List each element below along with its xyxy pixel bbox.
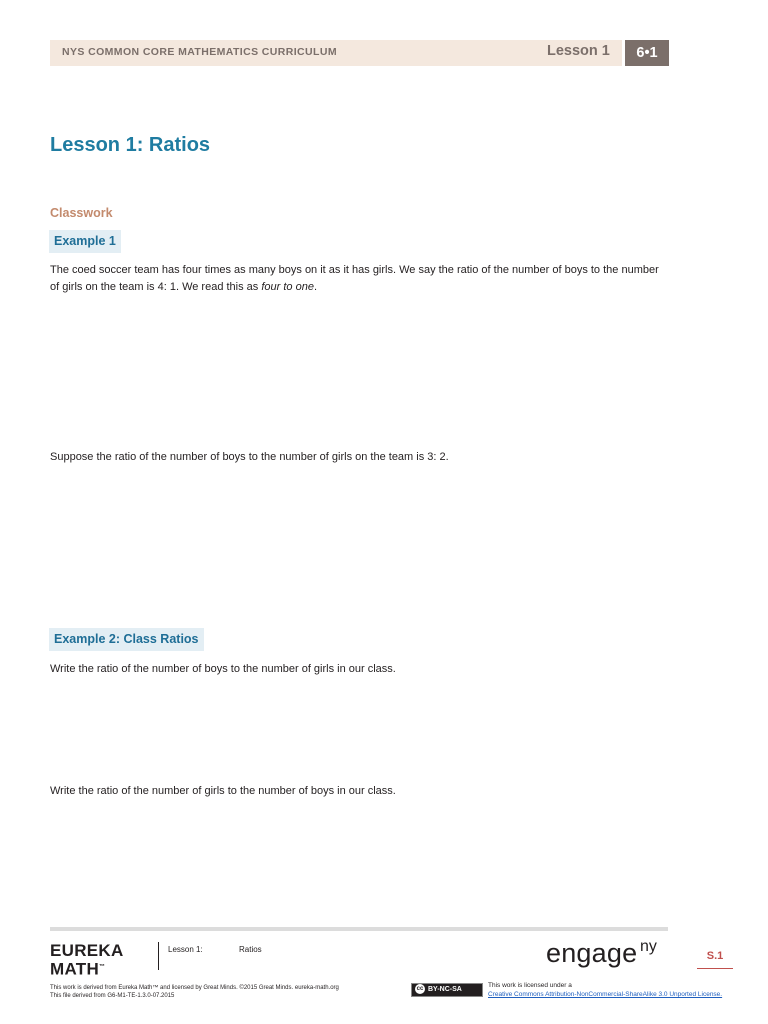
example-1-suppose: Suppose the ratio of the number of boys to the number of girls on the team is 3: 2. bbox=[50, 451, 449, 463]
footer-fine-print-1: This work is derived from Eureka Math™ and licensed by Great Minds. ©2015 Great Minds. eureka-math.org bbox=[50, 985, 339, 991]
example-1-label: Example 1 bbox=[49, 230, 121, 253]
footer-lesson-name: Ratios bbox=[239, 945, 262, 954]
logo-line-2: MATH bbox=[50, 959, 100, 979]
license-link[interactable]: Creative Commons Attribution-NonCommercial-ShareAlike 3.0 Unported License. bbox=[488, 991, 723, 998]
curriculum-title: NYS COMMON CORE MATHEMATICS CURRICULUM bbox=[62, 46, 337, 58]
logo-trademark: ™ bbox=[99, 964, 106, 970]
header-lesson: Lesson 1 bbox=[547, 43, 610, 59]
example-1-text bbox=[50, 262, 660, 295]
footer-divider bbox=[158, 942, 159, 970]
example-2-question-2: Write the ratio of the number of girls to the number of boys in our class. bbox=[50, 785, 396, 797]
classwork-heading: Classwork bbox=[50, 206, 113, 220]
page-number-rule bbox=[697, 968, 733, 969]
logo-line-1: EUREKA bbox=[50, 941, 124, 960]
footer-rule bbox=[50, 927, 668, 931]
cc-icon: cc bbox=[416, 986, 424, 993]
example-1-text-main: The coed soccer team has four times as many boys on it as it has girls. We say the ratio of the number of boys to the number of girls on the team is 4: 1. We read this as bbox=[50, 264, 659, 293]
example-2-question-1: Write the ratio of the number of boys to the number of girls in our class. bbox=[50, 663, 396, 675]
page-number: S.1 bbox=[706, 950, 724, 962]
engageny-logo: engage bbox=[546, 938, 638, 968]
footer-fine-print-2: This file derived from G6-M1-TE-1.3.0-07.2015 bbox=[50, 993, 175, 999]
lesson-title: Lesson 1: Ratios bbox=[50, 134, 211, 156]
example-2-label: Example 2: Class Ratios bbox=[49, 628, 204, 651]
cc-license-badge bbox=[411, 983, 483, 997]
engageny-logo-sup: ny bbox=[640, 938, 657, 955]
module-badge: 6•1 bbox=[625, 40, 669, 66]
cc-badge-label: BY-NC-SA bbox=[428, 986, 462, 993]
license-text: This work is licensed under a bbox=[488, 982, 572, 989]
example-1-text-italic: four to one bbox=[261, 280, 314, 293]
eureka-math-logo bbox=[50, 942, 124, 978]
footer-lesson-label: Lesson 1: bbox=[168, 945, 203, 954]
example-1-text-end: . bbox=[313, 280, 317, 293]
